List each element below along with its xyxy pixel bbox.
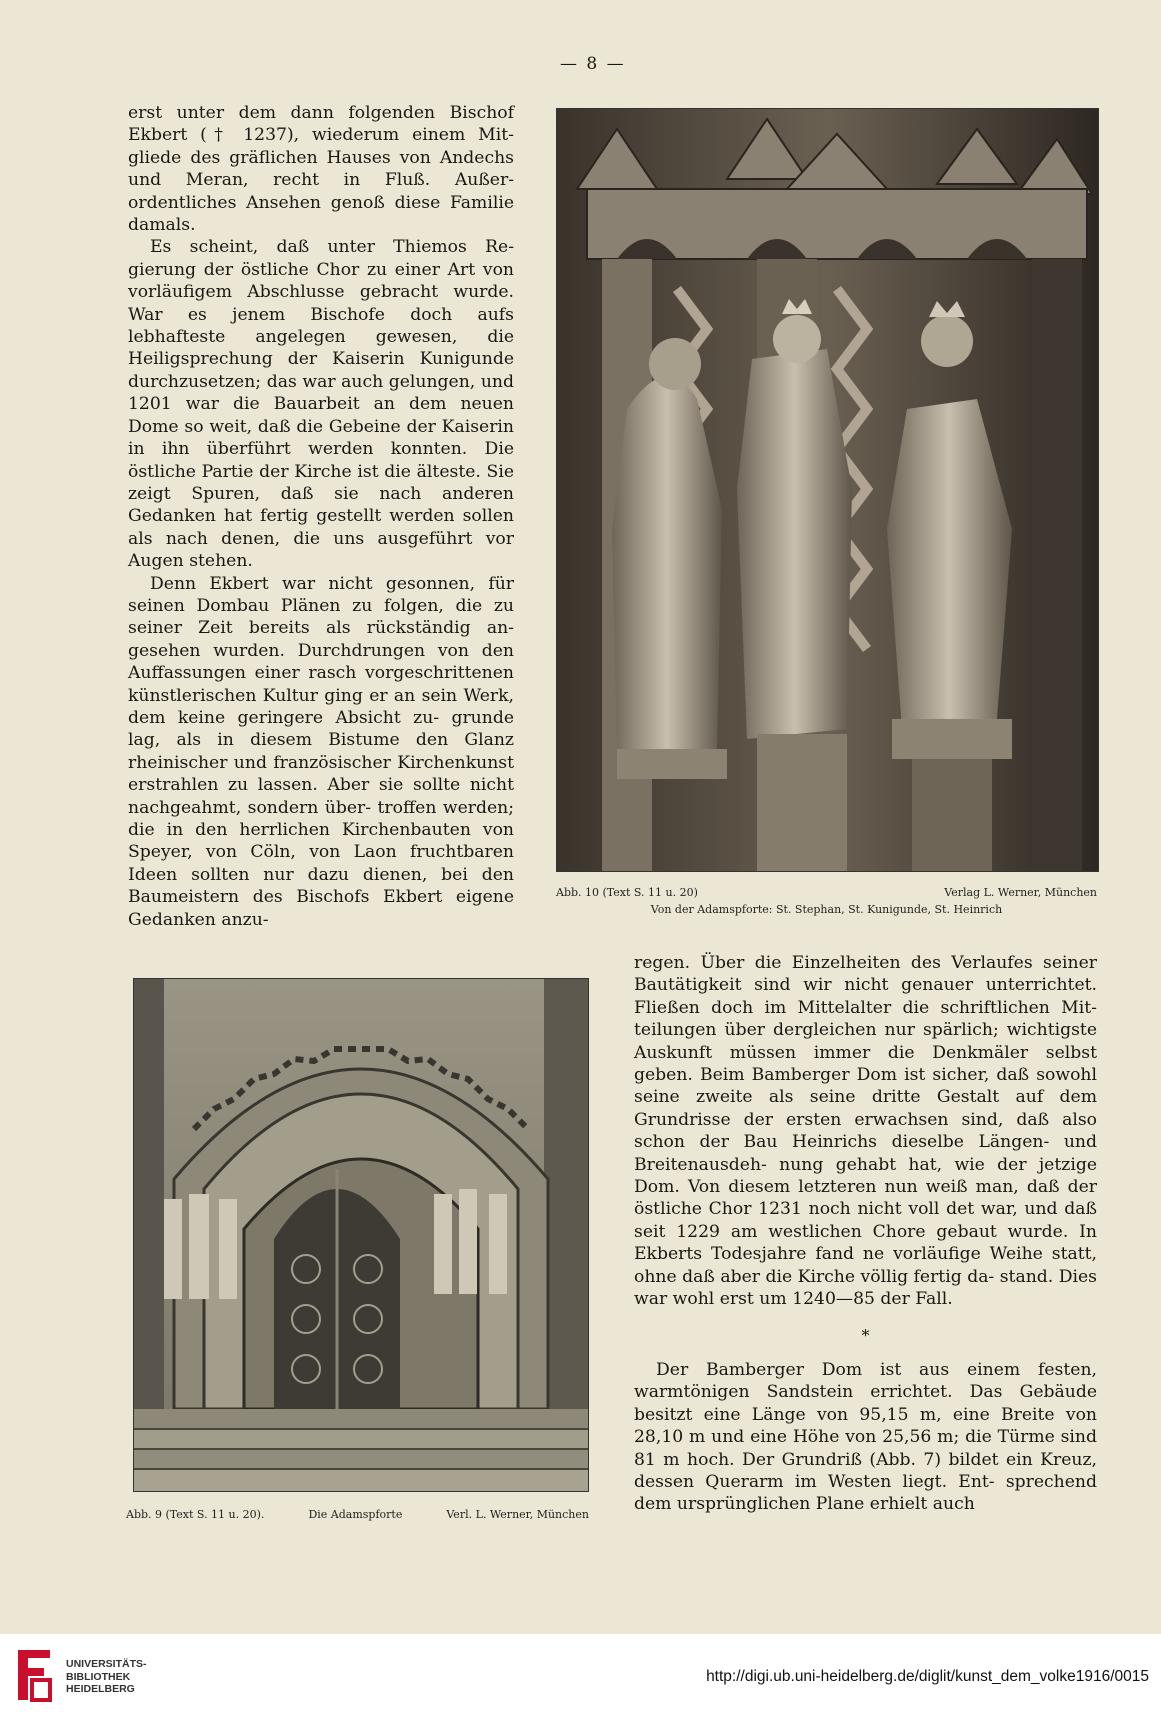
figure-9-title: Die Adamspforte: [308, 1508, 403, 1521]
page-number: — 8 —: [560, 54, 626, 74]
section-separator: *: [861, 1325, 870, 1345]
source-url-link[interactable]: http://digi.ub.uni-heidelberg.de/diglit/kunst_dem_volke1916/0015: [706, 1668, 1149, 1685]
left-text-column: [128, 102, 514, 931]
paragraph: regen. Über die Einzelheiten des Verlaufes seiner Bautätigkeit sind wir nicht genauer unterrichtet. Fließen doch im Mittelalter die schriftlichen Mit- teilungen über dergleichen nur spärlich; wichtigste Auskunft müssen immer die Denkmäler selbst geben. Beim Bamberger Dom ist sicher, daß sowohl seine zweite als seine dritte Gestalt auf dem Grundrisse der ersten erwachsen sind, daß also schon der Bau Heinrichs dieselbe Längen- und Breitenausdeh- nung gehabt hat, wie der jetzige Dom. Von diesem letzteren nun weiß man, daß der östliche Chor 1231 noch nicht voll det war, und daß seit 1229 am westlichen Chore gebaut wurde. In Ekberts Todesjahre fand ne vorläufige Weihe statt, ohne daß aber die Kirche völlig fertig da- stand. Dies war wohl erst um 1240—85 der Fall.: [634, 953, 1097, 1310]
library-name-line: BIBLIOTHEK: [66, 1670, 131, 1683]
figure-9-caption: [126, 1508, 589, 1521]
paragraph: Denn Ekbert war nicht gesonnen, für seinen Dombau Plänen zu folgen, die zu seiner Zeit bereits als rückständig an- gesehen wurden. Durchdrungen von den Auffassungen einer rasch vorgeschrittenen künstlerischen Kultur ging er an sein Werk, dem keine geringere Absicht zu- grunde lag, als in diesem Bistume den Glanz rheinischer und französischer Kirchenkunst erstrahlen zu lassen. Aber sie sollte nicht nachgeahmt, sondern über- troffen werden; die in den herrlichen Kirchenbauten von Speyer, von Cöln, von Laon fruchtbaren Ideen sollten nur dazu dienen, bei den Baumeistern des Bischofs Ekbert eigene Gedanken anzu-: [128, 573, 514, 930]
paragraph: erst unter dem dann folgenden Bischof Ekbert († 1237), wiederum einem Mit- gliede des gräflichen Hauses von Andechs und Meran, recht in Fluß. Außer- ordentliches Ansehen genoß diese Familie damals.: [128, 103, 514, 236]
figure-10-title: Von der Adamspforte: St. Stephan, St. Kunigunde, St. Heinrich: [650, 903, 1003, 916]
figure-10-publisher: Verlag L. Werner, München: [944, 886, 1097, 899]
figure-10-caption: [556, 886, 1097, 916]
library-name-line: UNIVERSITÄTS-: [66, 1658, 147, 1670]
paragraph: Der Bamberger Dom ist aus einem festen, warmtönigen Sandstein errichtet. Das Gebäude besitzt eine Länge von 95,15 m, eine Breite von 28,10 m und eine Höhe von 25,56 m; die Türme sind 81 m hoch. Der Grundriß (Abb. 7) bildet ein Kreuz, dessen Querarm im Westen liegt. Ent- sprechend dem ursprünglichen Plane erhielt auch: [634, 1359, 1097, 1515]
figure-9-photo: [133, 978, 589, 1492]
portal-illustration: [134, 979, 588, 1491]
figure-10-photo: [556, 108, 1099, 872]
figure-9-label: Abb. 9 (Text S. 11 u. 20).: [126, 1508, 265, 1521]
statues-illustration: [557, 109, 1098, 871]
university-library-logo[interactable]: [14, 1646, 54, 1704]
footer-bar: [0, 1634, 1161, 1717]
paragraph: Es scheint, daß unter Thiemos Re- gierung der östliche Chor zu einer Art von vorläufigem Abschlusse gebracht wurde. War es jenem Bischofe doch aufs lebhafteste angelegen gewesen, die Heiligsprechung der Kaiserin Kunigunde durchzusetzen; das war auch gelungen, und 1201 war die Bauarbeit an dem neuen Dome so weit, daß die Gebeine der Kaiserin in ihn überführt werden konnten. Die östliche Partie der Kirche ist die älteste. Sie zeigt Spuren, daß sie nach anderen Gedanken hat fertig gestellt werden sollen als nach denen, die uns ausgeführt vor Augen stehen.: [128, 237, 514, 572]
library-name: [66, 1658, 147, 1696]
figure-10-label: Abb. 10 (Text S. 11 u. 20): [556, 886, 698, 899]
library-logo-icon: [14, 1646, 54, 1704]
figure-9-publisher: Verl. L. Werner, München: [446, 1508, 589, 1521]
right-text-column: [634, 952, 1097, 1516]
library-name-line: HEIDELBERG: [66, 1683, 135, 1695]
